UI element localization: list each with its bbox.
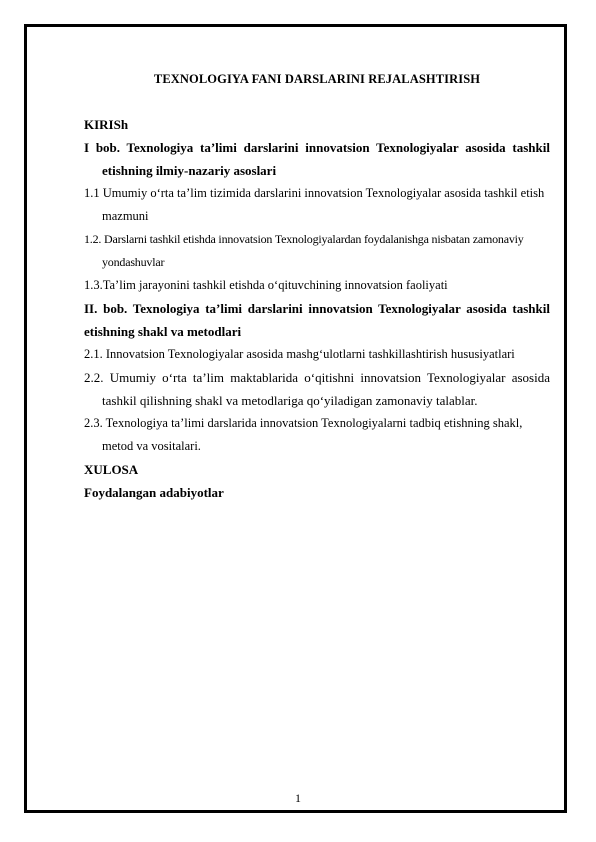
- page-number: 1: [295, 791, 301, 805]
- toc-entry-conclusion: XULOSA: [84, 462, 139, 477]
- toc-entry-section-1-2: 1.2. Darslarni tashkil etishda innovatsion Texnologiyalardan foydalanishga nisbatan zamonaviy yondashuvlar: [84, 232, 524, 269]
- toc-entry-chapter-1: I bob. Texnologiya ta’limi darslarini innovatsion Texnologiyalar asosida tashkil etishning ilmiy-nazariy asoslari: [84, 140, 550, 178]
- document-title: TEXNOLOGIYA FANI DARSLARINI REJALASHTIRISH: [153, 72, 481, 86]
- toc-entry-section-1-1: 1.1 Umumiy o‘rta ta’lim tizimida darslarini innovatsion Texnologiyalar asosida tashkil etish mazmuni: [84, 186, 545, 223]
- toc-entry-section-2-1: 2.1. Innovatsion Texnologiyalar asosida mashg‘ulotlarni tashkillashtirish hususiyatlari: [84, 347, 515, 361]
- toc-entry-chapter-2: II. bob. Texnologiya ta’limi darslarini innovatsion Texnologiyalar asosida tashkil etishning shakl va metodlari: [84, 301, 550, 339]
- toc-entry-section-2-2: 2.2. Umumiy o‘rta ta’lim maktablarida o‘qitishni innovatsion Texnologiyalar asosida tashkil qilishning shakl va metodlariga qo‘yiladigan zamonaviy talablar.: [84, 370, 550, 408]
- toc-entry-references: Foydalangan adabiyotlar: [84, 485, 224, 500]
- toc-entry-introduction: KIRISh: [84, 117, 129, 132]
- toc-entry-section-1-3: 1.3.Ta’lim jarayonini tashkil etishda o‘qituvchining innovatsion faoliyati: [84, 278, 448, 292]
- toc-entry-section-2-3: 2.3. Texnologiya ta’limi darslarida innovatsion Texnologiyalarni tadbiq etishning shakl, metod va vositalari.: [84, 416, 523, 453]
- table-of-contents: [84, 72, 550, 504]
